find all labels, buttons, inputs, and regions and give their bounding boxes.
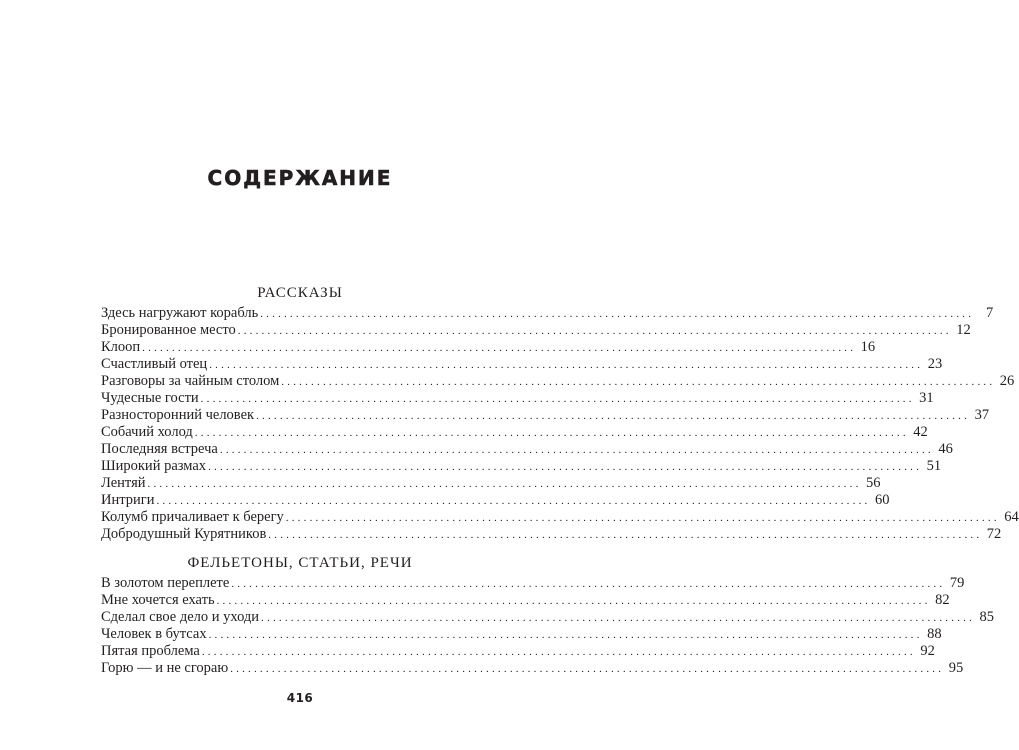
dot-leader: ........................................................................................................................ bbox=[208, 461, 923, 473]
toc-entry bbox=[101, 609, 995, 626]
toc-entry-page: 26 bbox=[999, 373, 1015, 389]
toc-entry-page: 88 bbox=[927, 626, 942, 642]
toc-entry-title: Человек в бутсах bbox=[101, 626, 207, 642]
toc-entry bbox=[101, 492, 890, 509]
toc-list-stories bbox=[101, 305, 1019, 543]
toc-entry bbox=[101, 322, 971, 339]
dot-leader: ........................................................................................................................ bbox=[216, 595, 931, 607]
toc-entry-page: 60 bbox=[874, 492, 890, 508]
toc-entry-title: Широкий размах bbox=[101, 458, 207, 474]
toc-entry-page: 92 bbox=[920, 643, 935, 659]
dot-leader: ........................................................................................................................ bbox=[142, 342, 857, 354]
toc-entry-page: 12 bbox=[956, 322, 971, 338]
page-number: 416 bbox=[286, 691, 314, 705]
toc-entry-page: 31 bbox=[919, 390, 934, 406]
toc-entry-title: Бронированное место bbox=[101, 322, 236, 338]
dot-leader: ........................................................................................................................ bbox=[194, 427, 909, 439]
toc-entry-page: 46 bbox=[938, 441, 953, 457]
toc-entry-title: Лентяй bbox=[101, 475, 146, 491]
dot-leader: ........................................................................................................................ bbox=[268, 529, 983, 541]
toc-entry-page: 56 bbox=[866, 475, 881, 491]
dot-leader: ........................................................................................................................ bbox=[219, 444, 934, 456]
toc-entry-page: 72 bbox=[986, 526, 1002, 542]
toc-entry-title: Собачий холод bbox=[101, 424, 193, 440]
toc-entry-title: Горю — и не сгораю bbox=[101, 660, 229, 676]
toc-entry bbox=[101, 305, 994, 322]
toc-entry bbox=[101, 575, 965, 592]
toc-entry-page: 42 bbox=[913, 424, 928, 440]
dot-leader: ........................................................................................................................ bbox=[256, 410, 971, 422]
toc-entry bbox=[101, 373, 1015, 390]
dot-leader: ........................................................................................................................ bbox=[285, 512, 1000, 524]
toc-entry-title: Здесь нагружают корабль bbox=[101, 305, 259, 321]
toc-entry-title: Разносторонний человек bbox=[101, 407, 255, 423]
toc-entry bbox=[101, 526, 1002, 543]
toc-entry-page: 51 bbox=[926, 458, 942, 474]
toc-entry-title: Разговоры за чайным столом bbox=[101, 373, 280, 389]
toc-entry-page: 79 bbox=[949, 575, 965, 591]
dot-leader: ........................................................................................................................ bbox=[208, 629, 923, 641]
toc-entry bbox=[101, 407, 990, 424]
toc-entry bbox=[101, 509, 1019, 526]
dot-leader: ........................................................................................................................ bbox=[281, 376, 996, 388]
dot-leader: ........................................................................................................................ bbox=[230, 663, 945, 675]
toc-entry-title: Клооп bbox=[101, 339, 141, 355]
dot-leader: ........................................................................................................................ bbox=[156, 495, 871, 507]
toc-entry bbox=[101, 390, 934, 407]
toc-entry bbox=[101, 424, 928, 441]
toc-entry bbox=[101, 356, 943, 373]
toc-entry-title: Чудесные гости bbox=[101, 390, 199, 406]
toc-entry-title: Колумб причаливает к берегу bbox=[101, 509, 284, 525]
dot-leader: ........................................................................................................................ bbox=[261, 612, 976, 624]
toc-entry-page: 64 bbox=[1004, 509, 1019, 525]
section-title-stories: РАССКАЗЫ bbox=[257, 285, 343, 301]
toc-entry bbox=[101, 458, 942, 475]
toc-entry bbox=[101, 475, 881, 492]
toc-entry-page: 85 bbox=[979, 609, 995, 625]
toc-entry-page: 95 bbox=[948, 660, 964, 676]
toc-entry-title: Добродушный Курятников bbox=[101, 526, 267, 542]
dot-leader: ........................................................................................................................ bbox=[237, 325, 952, 337]
dot-leader: ........................................................................................................................ bbox=[231, 578, 946, 590]
toc-entry-title: Последняя встреча bbox=[101, 441, 218, 457]
toc-entry-title: Счастливый отец bbox=[101, 356, 208, 372]
toc-entry bbox=[101, 441, 953, 458]
dot-leader: ........................................................................................................................ bbox=[260, 308, 975, 320]
page-title: СОДЕРЖАНИЕ bbox=[207, 166, 393, 190]
toc-entry-title: Сделал свое дело и уходи bbox=[101, 609, 260, 625]
dot-leader: ........................................................................................................................ bbox=[147, 478, 862, 490]
toc-entry-page: 16 bbox=[860, 339, 876, 355]
toc-entry-page: 23 bbox=[927, 356, 943, 372]
toc-entry-page: 37 bbox=[974, 407, 990, 423]
toc-entry bbox=[101, 643, 935, 660]
toc-entry-title: Мне хочется ехать bbox=[101, 592, 215, 608]
dot-leader: ........................................................................................................................ bbox=[201, 646, 916, 658]
toc-entry bbox=[101, 592, 950, 609]
section-title-feuilletons: ФЕЛЬЕТОНЫ, СТАТЬИ, РЕЧИ bbox=[187, 555, 413, 571]
toc-entry-title: В золотом переплете bbox=[101, 575, 230, 591]
toc-entry bbox=[101, 660, 964, 677]
dot-leader: ........................................................................................................................ bbox=[209, 359, 924, 371]
dot-leader: ........................................................................................................................ bbox=[200, 393, 915, 405]
toc-entry-page: 7 bbox=[985, 305, 994, 321]
toc-entry-title: Пятая проблема bbox=[101, 643, 200, 659]
toc-entry-title: Интриги bbox=[101, 492, 155, 508]
toc-entry-page: 82 bbox=[935, 592, 950, 608]
toc-entry bbox=[101, 339, 876, 356]
toc-entry bbox=[101, 626, 942, 643]
toc-list-feuilletons bbox=[101, 575, 995, 677]
